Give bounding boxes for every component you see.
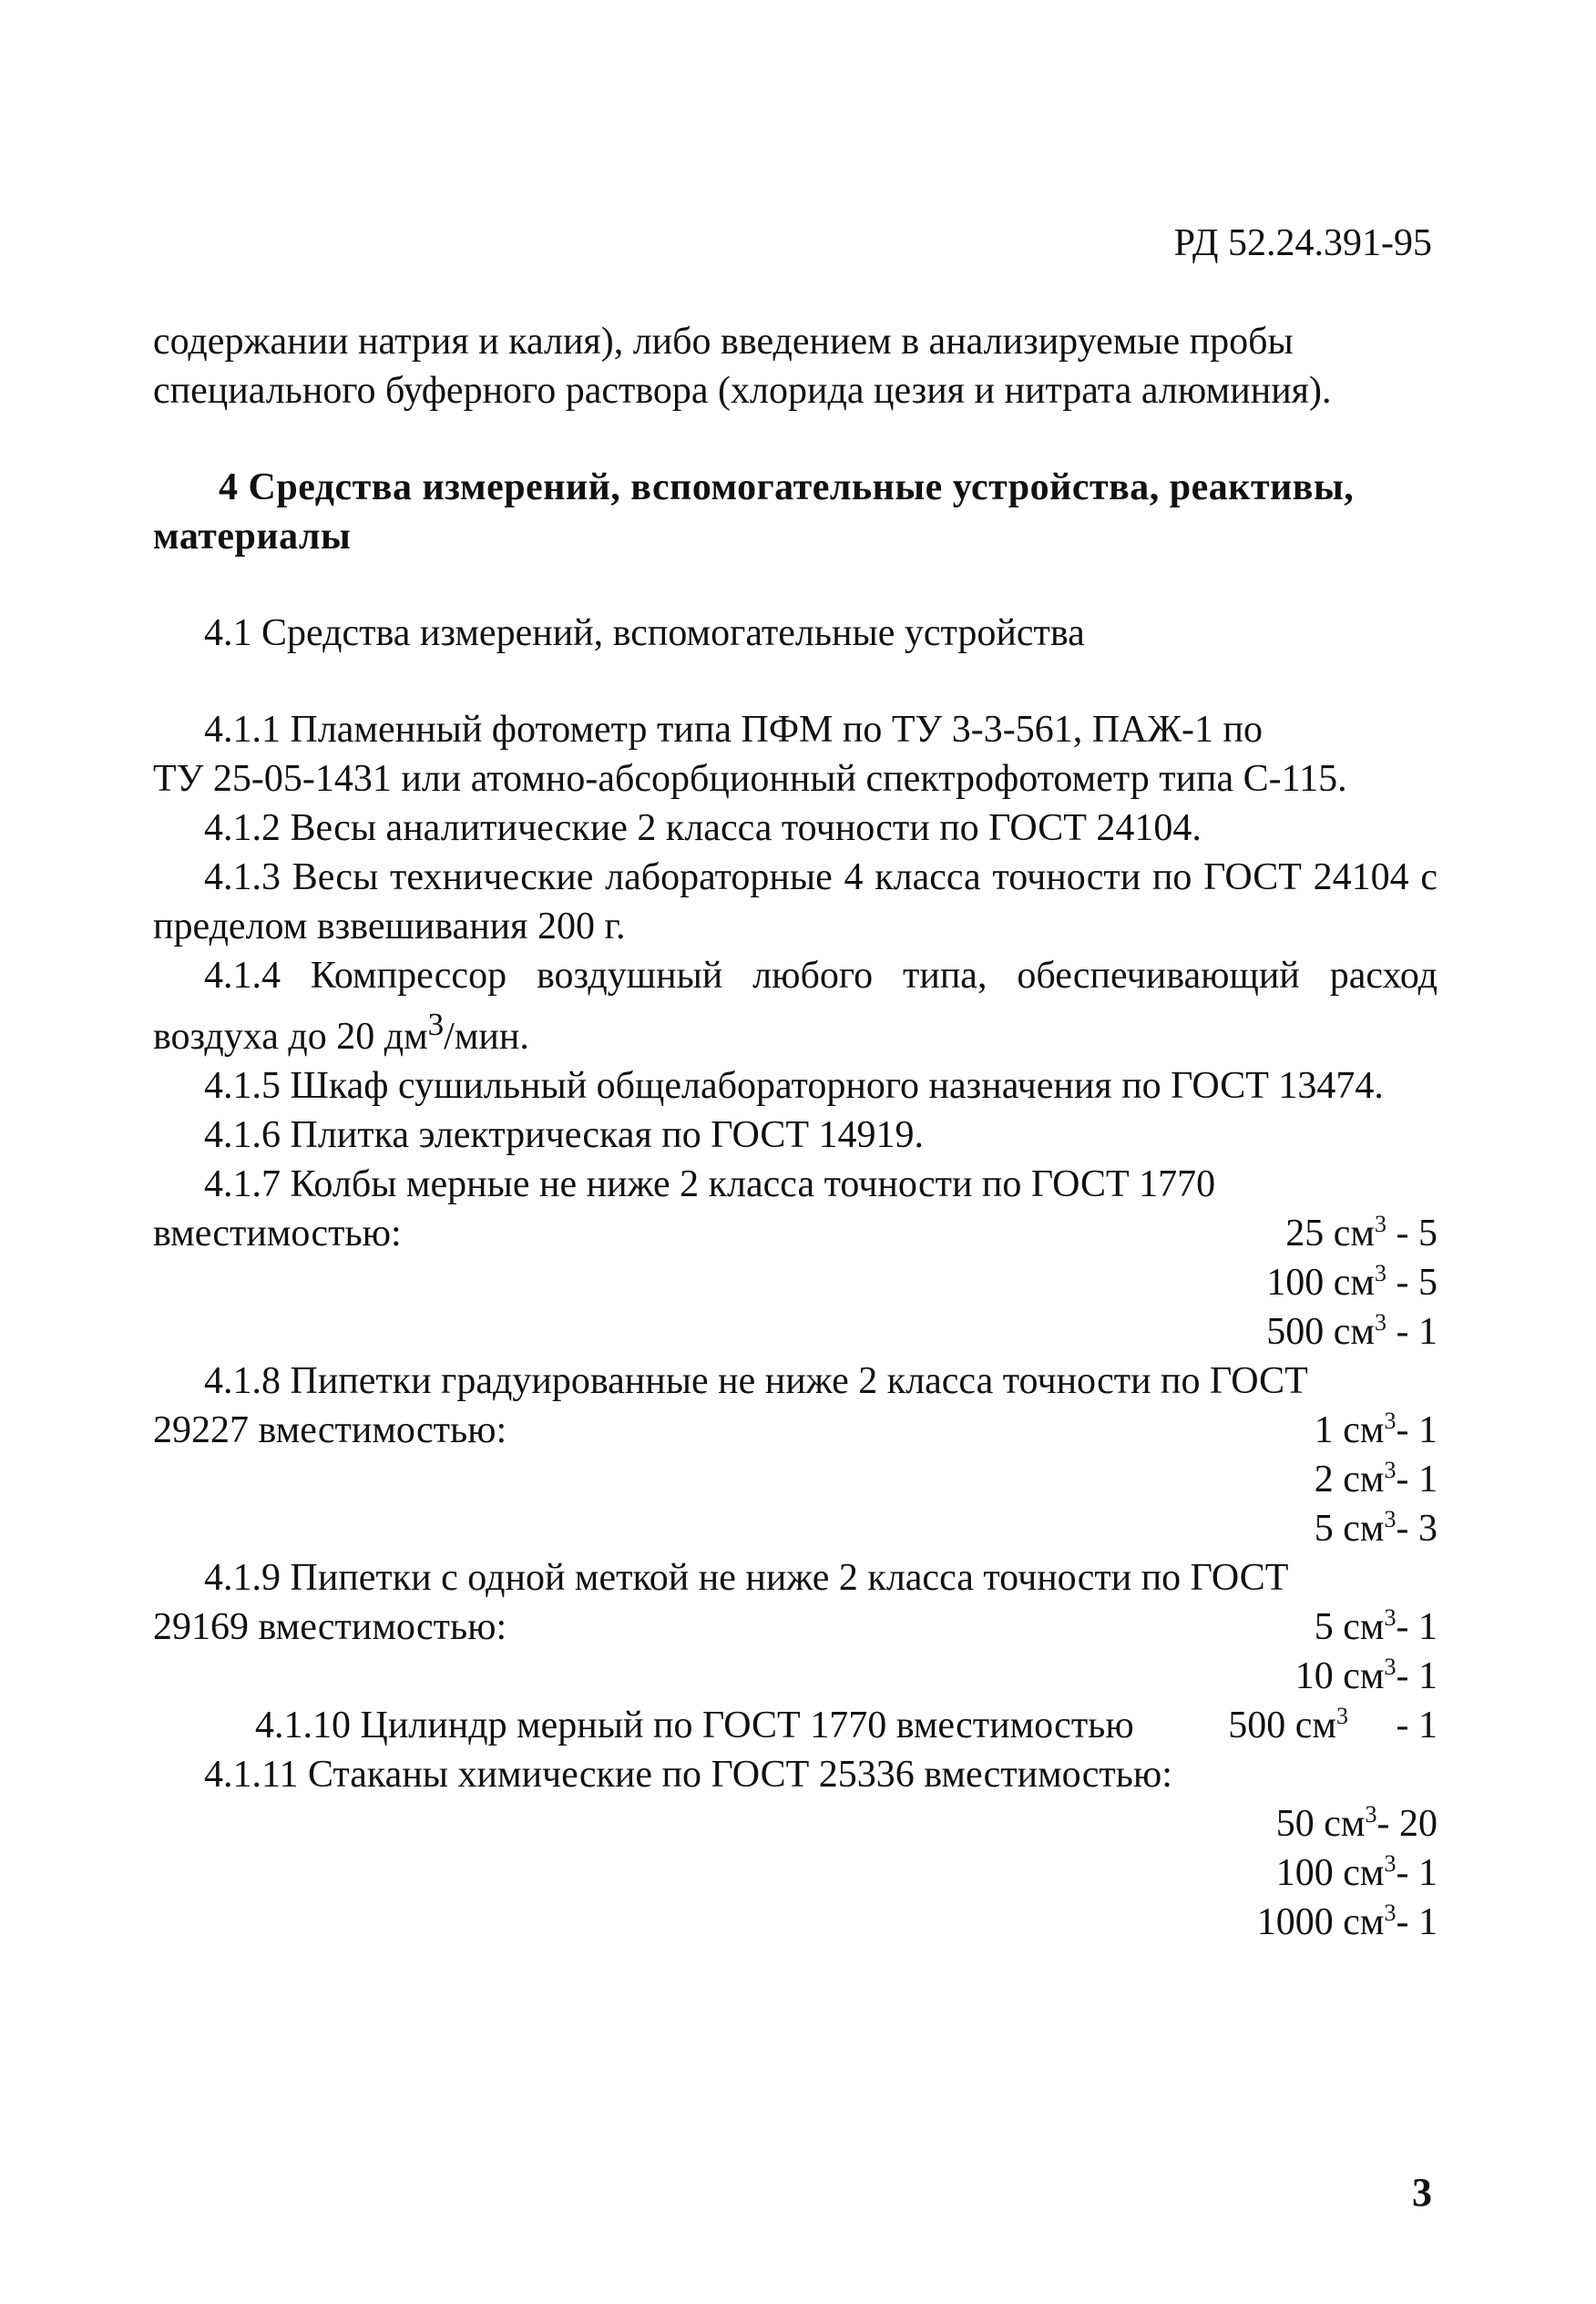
item-4-1-10-text: 4.1.10 Цилиндр мерный по ГОСТ 1770 вместимостью [255,1705,1134,1746]
item-4-1-10 [153,1701,1437,1750]
flask-capacity-3: 500 $см^3 - 1$ [1266,1309,1437,1353]
intro-line-2: специального буферного раствора (хлорида цезия и нитрата алюминия). [153,370,1332,412]
beaker-capacity-1: 50 $см^3-$ 20 [1275,1801,1437,1845]
mark-pipette-capacity-1: 5 $см^3-$ 1 [1314,1604,1437,1648]
section-title-line-2: материалы [153,516,352,558]
item-4-1-2: 4.1.2 Весы аналитические 2 класса точности по ГОСТ 24104. [204,807,1202,849]
flask-capacity-2: 100 $см^3 - 5$ [1266,1260,1437,1304]
item-4-1-8-line-1: 4.1.8 Пипетки градуированные не ниже 2 класса точности по ГОСТ [204,1360,1308,1402]
subsection-title: 4.1 Средства измерений, вспомогательные устройства [204,612,1085,654]
item-4-1-7-line-1: 4.1.7 Колбы мерные не ниже 2 класса точности по ГОСТ 1770 [204,1163,1216,1205]
item-4-1-7-row [153,1209,1437,1258]
grad-pipette-capacity-1: 1 $см^3-$ 1 [1314,1408,1437,1451]
document-code: РД 52.24.391-95 [1173,222,1432,264]
item-4-1-7-line-2: вместимостью: [153,1213,402,1254]
item-4-1-9-row [153,1603,1437,1652]
item-4-1-3: 4.1.3 Весы технические лабораторные 4 класса точности по ГОСТ 24104 с пределом взвешивания 200 г. [153,856,1437,947]
item-4-1-5: 4.1.5 Шкаф сушильный общелабораторного назначения по ГОСТ 13474. [204,1065,1384,1107]
item-4-1-4-text: 4.1.4 Компрессор воздушный любого типа, обеспечивающий расход воздуха до 20 дм [153,955,1437,1058]
page-content [153,317,1437,1947]
section-title-line-1: 4 Средства измерений, вспомогательные устройства, реактивы, [219,466,1355,508]
item-4-1-9-line-1: 4.1.9 Пипетки с одной меткой не ниже 2 класса точности по ГОСТ [204,1557,1289,1599]
item-4-1-1-line-1: 4.1.1 Пламенный фотометр типа ПФМ по ТУ 3-3-561, ПАЖ-1 по [204,709,1263,751]
item-4-1-8-row [153,1406,1437,1455]
intro-line-1: содержании натрия и калия), либо введением в анализируемые пробы [153,321,1294,363]
page-number: 3 [1412,2170,1432,2215]
beaker-capacity-3: 1000 $см^3-$ 1 [1256,1900,1437,1943]
beaker-capacity-2: 100 $см^3-$ 1 [1275,1850,1437,1894]
flask-capacity-1: 25 $см^3 - 5$ [1285,1211,1437,1254]
item-4-1-11: 4.1.11 Стаканы химические по ГОСТ 25336 вместимостью: [204,1754,1172,1796]
grad-pipette-capacity-2: 2 $см^3-$ 1 [1314,1457,1437,1500]
item-4-1-4-sup: 3 [427,1007,445,1042]
cylinder-capacity: 500 $см^3$ - 1 [1228,1703,1437,1746]
item-4-1-4-unit: /мин. [444,1016,529,1058]
grad-pipette-capacity-3: 5 $см^3-$ 3 [1314,1506,1437,1550]
item-4-1-8-line-2: 29227 вместимостью: [153,1409,507,1451]
item-4-1-6: 4.1.6 Плитка электрическая по ГОСТ 14919. [204,1114,925,1156]
item-4-1-4 [153,951,1437,1061]
mark-pipette-capacity-2: 10 $см^3-$ 1 [1294,1654,1437,1697]
item-4-1-9-line-2: 29169 вместимостью: [153,1606,507,1648]
item-4-1-1-line-2: ТУ 25-05-1431 или атомно-абсорбционный спектрофотометр типа С-115. [153,758,1347,800]
